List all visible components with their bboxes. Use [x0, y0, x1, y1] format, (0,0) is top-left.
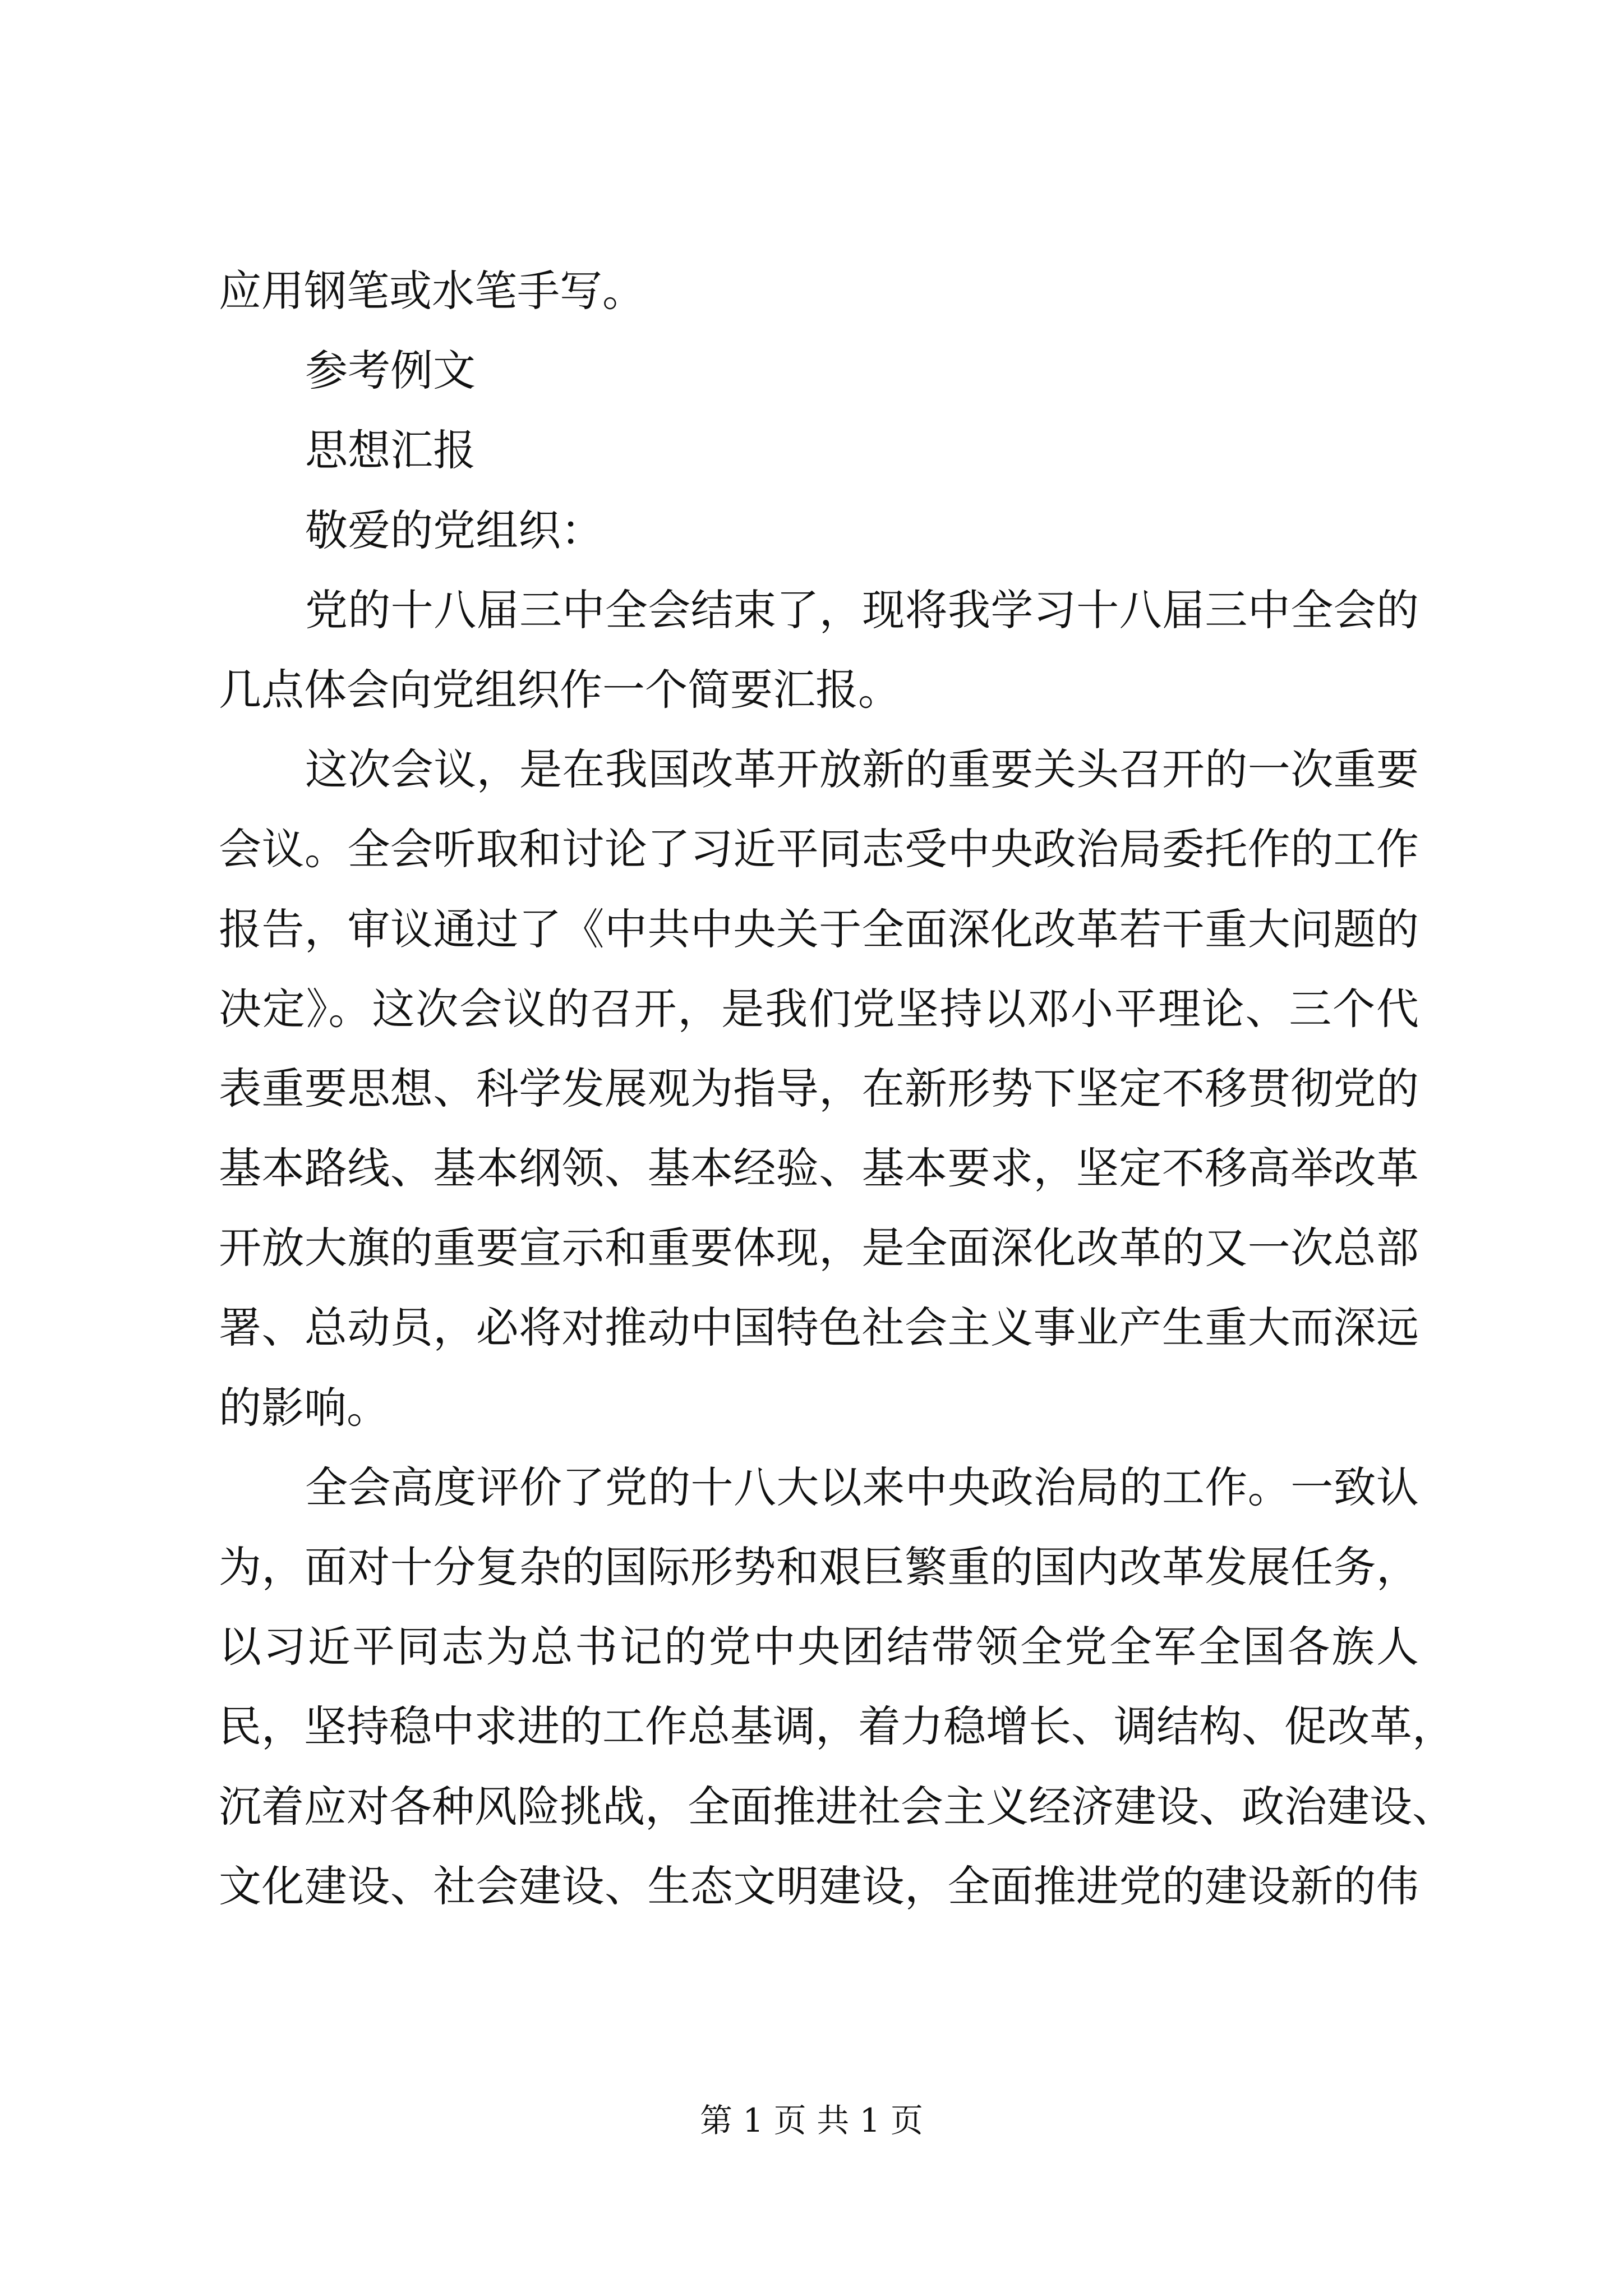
text-line: 全会高度评价了党的十八大以来中央政治局的工作。一致认 — [305, 1462, 1419, 1512]
text-line: 为，面对十分复杂的国际形势和艰巨繁重的国内改革发展任务， — [219, 1542, 1419, 1592]
text-line: 民，坚持稳中求进的工作总基调，着力稳增长、调结构、促改革， — [219, 1701, 1455, 1752]
text-line: 开放大旗的重要宣示和重要体现，是全面深化改革的又一次总部 — [219, 1223, 1419, 1273]
text-line: 沉着应对各种风险挑战，全面推进社会主义经济建设、政治建设、 — [219, 1781, 1455, 1832]
text-line: 几点体会向党组织作一个简要汇报。 — [219, 664, 901, 715]
text-line: 的影响。 — [219, 1382, 389, 1433]
text-line: 这次会议，是在我国改革开放新的重要关头召开的一次重要 — [305, 744, 1419, 795]
text-line: 党的十八届三中全会结束了，现将我学习十八届三中全会的 — [305, 585, 1419, 635]
text-line: 思想汇报 — [305, 425, 476, 476]
body-text — [219, 251, 1455, 1926]
text-line: 决定》。这次会议的召开，是我们党坚持以邓小平理论、三个代 — [219, 983, 1419, 1034]
text-line: 会议。全会听取和讨论了习近平同志受中央政治局委托作的工作 — [219, 824, 1419, 875]
text-line: 以习近平同志为总书记的党中央团结带领全党全军全国各族人 — [219, 1622, 1419, 1672]
text-line: 应用钢笔或水笔手写。 — [219, 266, 645, 316]
text-line: 参考例文 — [305, 346, 476, 396]
text-line: 报告，审议通过了《中共中央关于全面深化改革若干重大问题的 — [219, 904, 1419, 954]
text-line: 署、总动员，必将对推动中国特色社会主义事业产生重大而深远 — [219, 1303, 1419, 1353]
text-line: 文化建设、社会建设、生态文明建设，全面推进党的建设新的伟 — [219, 1861, 1419, 1911]
text-line: 表重要思想、科学发展观为指导，在新形势下坚定不移贯彻党的 — [219, 1063, 1419, 1114]
text-line: 基本路线、基本纲领、基本经验、基本要求，坚定不移高举改革 — [219, 1143, 1419, 1194]
text-line: 敬爱的党组织： — [305, 505, 603, 555]
page-footer: 第 1 页 共 1 页 — [700, 2101, 923, 2139]
